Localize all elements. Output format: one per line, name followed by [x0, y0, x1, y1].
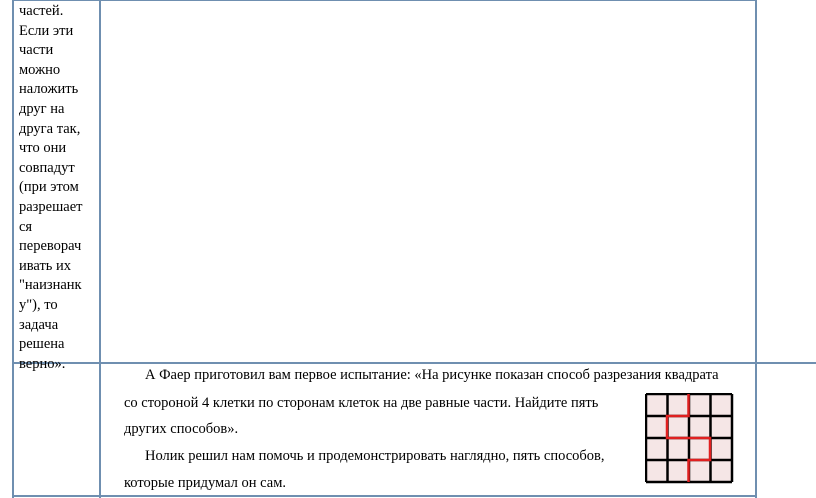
paragraph-1-line-3: других способов».	[124, 421, 239, 437]
left-line: переворач	[19, 238, 82, 255]
table-top-border	[12, 0, 757, 1]
left-line: наложить	[19, 81, 79, 98]
table-column-divider	[99, 0, 101, 498]
left-line: частей.	[19, 3, 64, 19]
left-line: что они	[19, 140, 67, 157]
left-line: совпадут	[19, 159, 75, 176]
left-line: друга так,	[19, 120, 81, 137]
paragraph-2-line-1: Нолик решил нам помочь и продемонстрировать наглядно, пять способов,	[145, 448, 605, 464]
left-line: можно	[19, 61, 61, 78]
left-line: ивать их	[19, 257, 72, 274]
table-right-border	[755, 0, 757, 498]
left-line: друг на	[19, 100, 65, 117]
cut-square-figure	[645, 393, 735, 485]
left-line: "наизнанк	[19, 277, 82, 294]
paragraph-1-line-2: со стороной 4 клетки по сторонам клеток на две равные части. Найдите пять	[124, 395, 599, 411]
table-row-divider	[12, 362, 816, 364]
left-cell-text	[19, 2, 99, 374]
table-bottom-border	[12, 495, 757, 497]
left-line: задача	[19, 316, 59, 333]
left-line: решена	[19, 336, 65, 353]
paragraph-1-line-1: А Фаер приготовил вам первое испытание: «На рисунке показан способ разрезания квадрата	[145, 367, 719, 383]
left-line: ся	[19, 218, 33, 235]
paragraph-2-line-2: которые придумал он сам.	[124, 475, 287, 491]
left-line: разрешает	[19, 198, 83, 215]
left-line: у"), то	[19, 296, 58, 313]
left-line: (при этом	[19, 179, 79, 196]
left-line: Если эти	[19, 22, 74, 39]
table-left-border	[12, 0, 14, 498]
left-line: верно».	[19, 355, 66, 372]
left-line: части	[19, 42, 54, 59]
